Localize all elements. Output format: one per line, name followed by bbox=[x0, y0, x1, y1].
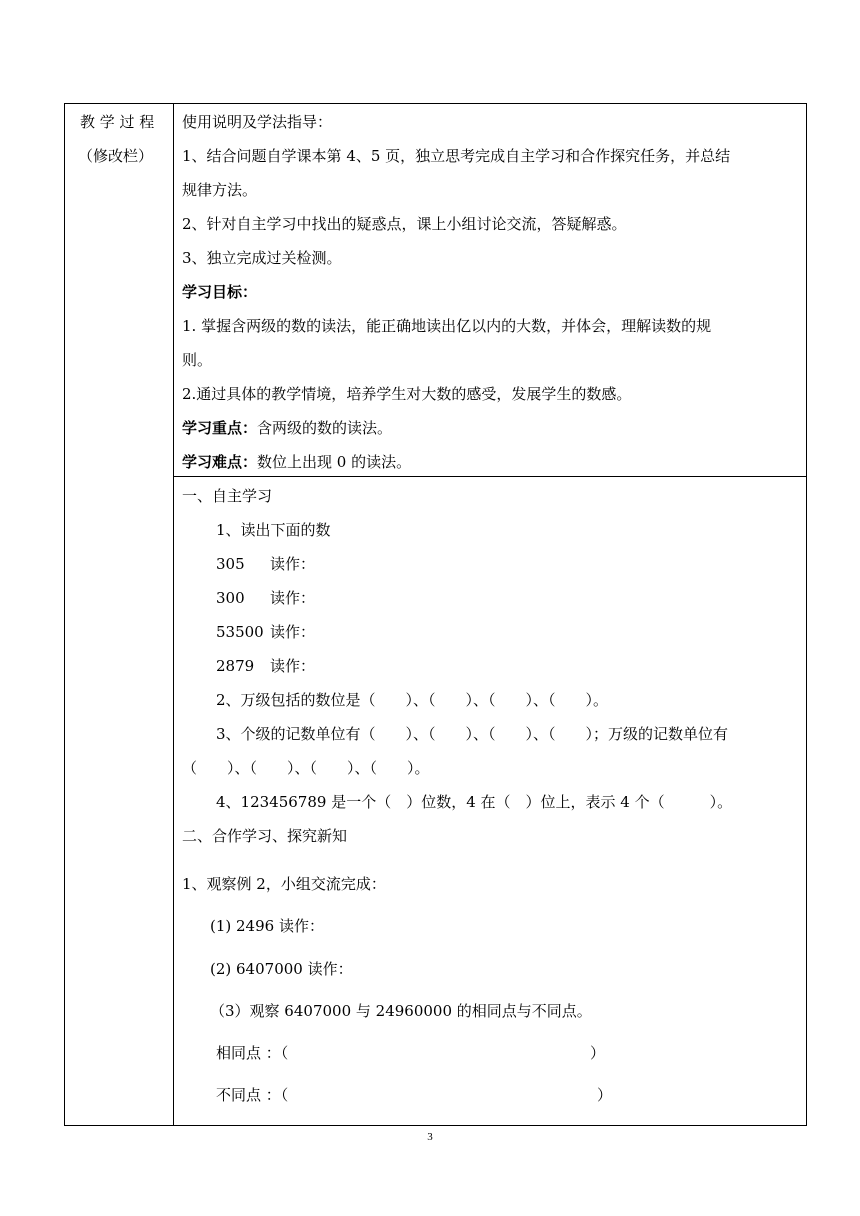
key-point bbox=[182, 418, 392, 438]
coop-s1: (1) 2496 读作： bbox=[210, 917, 324, 935]
coop-heading: 二、合作学习、探究新知 bbox=[182, 827, 348, 845]
number-item: 305 bbox=[216, 555, 245, 573]
goal-2: 2.通过具体的教学情境，培养学生对大数的感受，发展学生的数感。 bbox=[182, 385, 632, 403]
same-points-close: ） bbox=[590, 1044, 606, 1062]
instruction-3: 3、独立完成过关检测。 bbox=[182, 249, 342, 267]
coop-s3: （3）观察 6407000 与 24960000 的相同点与不同点。 bbox=[210, 1002, 592, 1020]
page-number: 3 bbox=[427, 1131, 433, 1143]
number-item: 53500 bbox=[216, 623, 264, 641]
same-points-label: 相同点 ：（ bbox=[216, 1044, 289, 1062]
self-study-q3b: （ ）、（ ）、（ ）、（ ）。 bbox=[182, 759, 430, 777]
diff-points-label: 不同点 ：（ bbox=[216, 1086, 289, 1104]
self-study-heading: 一、自主学习 bbox=[182, 487, 273, 505]
difficult-point-label: 学习难点： bbox=[182, 453, 258, 471]
instruction-1a: 1、结合问题自学课本第 4、5 页，独立思考完成自主学习和合作探究任务，并总结 bbox=[182, 147, 731, 165]
difficult-point bbox=[182, 452, 411, 472]
self-study-q3a: 3、个级的记数单位有（ ）、（ ）、（ ）、（ ）；万级的记数单位有 bbox=[216, 725, 729, 743]
instruction-2: 2、针对自主学习中找出的疑惑点，课上小组讨论交流，答疑解惑。 bbox=[182, 215, 627, 233]
left-col-subtitle: （修改栏） bbox=[78, 147, 154, 165]
goal-1b: 则。 bbox=[182, 351, 213, 369]
column-divider bbox=[173, 103, 174, 1126]
read-as-label: 读作： bbox=[270, 657, 316, 675]
self-study-q4: 4、123456789 是一个（ ）位数，4 在（ ）位上，表示 4 个（ ）。 bbox=[216, 793, 733, 811]
left-col-title: 教 学 过 程 bbox=[80, 113, 155, 131]
instruction-1b: 规律方法。 bbox=[182, 181, 258, 199]
instructions-heading: 使用说明及学法指导： bbox=[182, 113, 333, 131]
key-point-label: 学习重点： bbox=[182, 419, 258, 437]
goal-1a: 1. 掌握含两级的数的读法，能正确地读出亿以内的大数，并体会，理解读数的规 bbox=[182, 317, 712, 335]
read-as-label: 读作： bbox=[270, 623, 316, 641]
self-study-q1: 1、读出下面的数 bbox=[216, 521, 331, 539]
number-item: 300 bbox=[216, 589, 245, 607]
coop-s2: (2) 6407000 读作： bbox=[210, 960, 353, 978]
difficult-point-text: 数位上出现 0 的读法。 bbox=[257, 453, 412, 471]
lesson-table bbox=[64, 103, 807, 1126]
row-divider bbox=[173, 476, 807, 477]
self-study-q2: 2、万级包括的数位是（ ）、（ ）、（ ）、（ ）。 bbox=[216, 691, 609, 709]
read-as-label: 读作： bbox=[270, 589, 316, 607]
number-item: 2879 bbox=[216, 657, 255, 675]
goals-heading: 学习目标： bbox=[182, 283, 258, 301]
coop-q1: 1、观察例 2，小组交流完成： bbox=[182, 875, 386, 893]
read-as-label: 读作： bbox=[270, 555, 316, 573]
key-point-text: 含两级的数的读法。 bbox=[257, 419, 393, 437]
diff-points-close: ） bbox=[597, 1086, 613, 1104]
